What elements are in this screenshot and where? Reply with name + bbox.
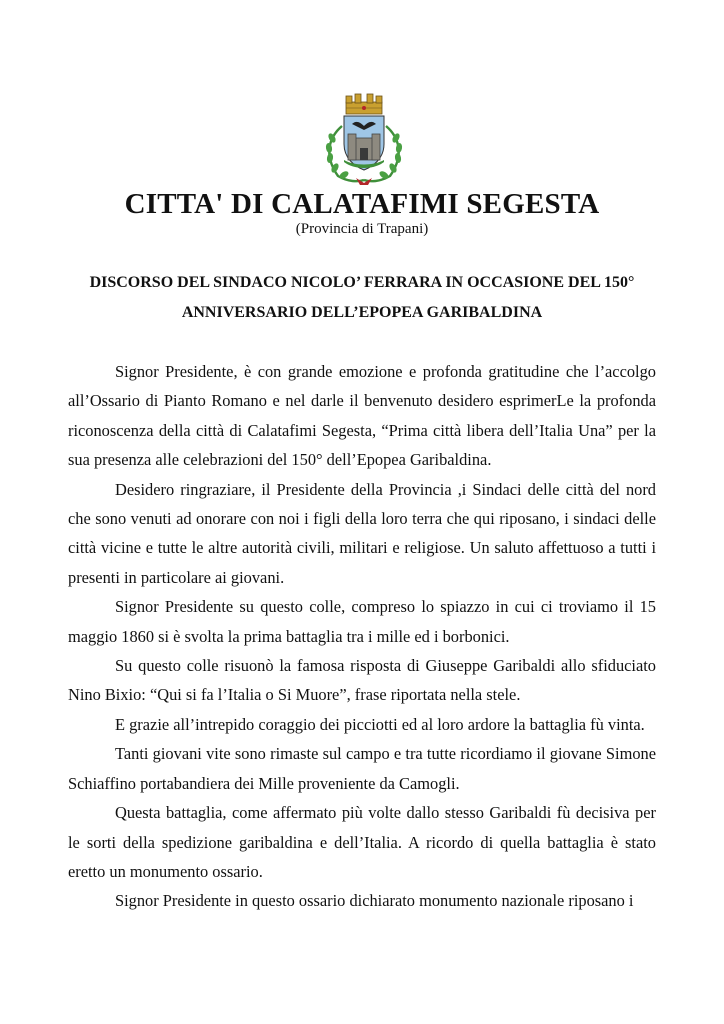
paragraph: Tanti giovani vite sono rimaste sul campo e tra tutte ricordiamo il giovane Simone Schiaffino portabandiera dei Mille proveniente da Camogli. bbox=[68, 744, 656, 793]
mural-crown bbox=[346, 94, 382, 114]
paragraph: Su questo colle risuonò la famosa risposta di Giuseppe Garibaldi allo sfiduciato Nino Bixio: “Qui si fa l’Italia o Si Muore”, frase riportata nella stele. bbox=[68, 656, 656, 705]
speech-heading-line-1: DISCORSO DEL SINDACO NICOLO’ FERRARA IN OCCASIONE DEL 150° bbox=[89, 274, 635, 291]
paragraph: Desidero ringraziare, il Presidente della Provincia ,i Sindaci delle città del nord che sono venuti ad onorare con noi i figli della loro terra che qui riposano, i sindaci delle città vicine e tutte le altre autorità civili, militari e religiose. Un saluto affettuoso a tutti i presenti in particolare ai giovani. bbox=[68, 479, 656, 587]
speech-heading-line-2: ANNIVERSARIO DELL’EPOPEA GARIBALDINA bbox=[181, 304, 543, 321]
paragraph: Signor Presidente su questo colle, compreso lo spiazzo in cui ci troviamo il 15 maggio 1860 si è svolta la prima battaglia tra i mille ed i borbonici. bbox=[68, 597, 656, 646]
speech-body bbox=[68, 357, 656, 916]
paragraph: Signor Presidente, è con grande emozione e profonda gratitudine che l’accolgo all’Ossario di Pianto Romano e nel darle il benvenuto desidero esprimerLe la profonda riconoscenza della città di Calatafimi Segesta, “Prima città libera dell’Italia Una” per la sua presenza alle celebrazioni del 150° dell’Epopea Garibaldina. bbox=[68, 362, 656, 470]
shield bbox=[344, 116, 384, 170]
paragraph: E grazie all’intrepido coraggio dei picciotti ed al loro ardore la battaglia fù vinta. bbox=[115, 714, 645, 734]
paragraph: Questa battaglia, come affermato più volte dallo stesso Garibaldi fù decisiva per le sorti della spedizione garibaldina e dell’Italia. A ricordo di quella battaglia è stato eretto un monumento ossario. bbox=[68, 803, 656, 881]
city-title: CITTA' DI CALATAFIMI SEGESTA bbox=[124, 188, 600, 220]
city-coat-of-arms-icon bbox=[318, 86, 410, 186]
province-subtitle: (Provincia di Trapani) bbox=[295, 221, 429, 237]
paragraph: Signor Presidente in questo ossario dichiarato monumento nazionale riposano i bbox=[115, 891, 634, 911]
